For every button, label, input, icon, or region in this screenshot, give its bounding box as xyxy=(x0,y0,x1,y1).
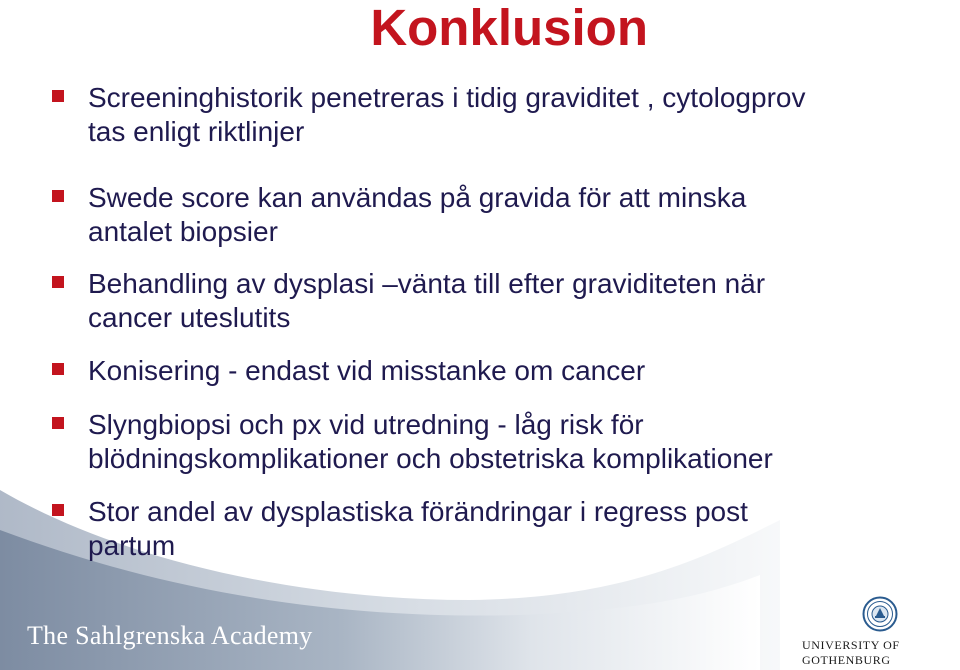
university-seal-icon xyxy=(862,596,898,632)
bullet-line: Slyngbiopsi och px vid utredning - låg risk för xyxy=(88,409,644,440)
bullet-line: Swede score kan användas på gravida för att minska xyxy=(88,182,747,213)
bullet-line: Screeninghistorik penetreras i tidig graviditet , cytologprov xyxy=(88,82,806,113)
bullet-line: blödningskomplikationer och obstetriska komplikationer xyxy=(88,443,773,474)
bullet-list xyxy=(50,81,930,565)
bullet-line: antalet biopsier xyxy=(88,216,278,247)
square-bullet-icon xyxy=(52,363,64,375)
bullet-line: Stor andel av dysplastiska förändringar i regress post xyxy=(88,496,748,527)
bullet-line: cancer uteslutits xyxy=(88,302,291,333)
bullet-item xyxy=(50,181,930,267)
bullet-item xyxy=(50,267,930,354)
academy-wordmark: The Sahlgrenska Academy xyxy=(27,621,313,650)
bullet-line: Konisering - endast vid misstanke om cancer xyxy=(88,355,646,386)
bullet-line: partum xyxy=(88,530,176,561)
slide-title: Konklusion xyxy=(370,0,648,56)
bullet-line: Behandling av dysplasi –vänta till efter graviditeten när xyxy=(88,268,766,299)
bullet-line: tas enligt riktlinjer xyxy=(88,116,305,147)
square-bullet-icon xyxy=(52,90,64,102)
bullet-item xyxy=(50,495,930,565)
square-bullet-icon xyxy=(52,276,64,288)
square-bullet-icon xyxy=(52,504,64,516)
square-bullet-icon xyxy=(52,417,64,429)
bullet-item xyxy=(50,354,930,408)
square-bullet-icon xyxy=(52,190,64,202)
university-wordmark: UNIVERSITY OF GOTHENBURG xyxy=(802,638,900,667)
bullet-item xyxy=(50,81,930,181)
bullet-item xyxy=(50,408,930,495)
